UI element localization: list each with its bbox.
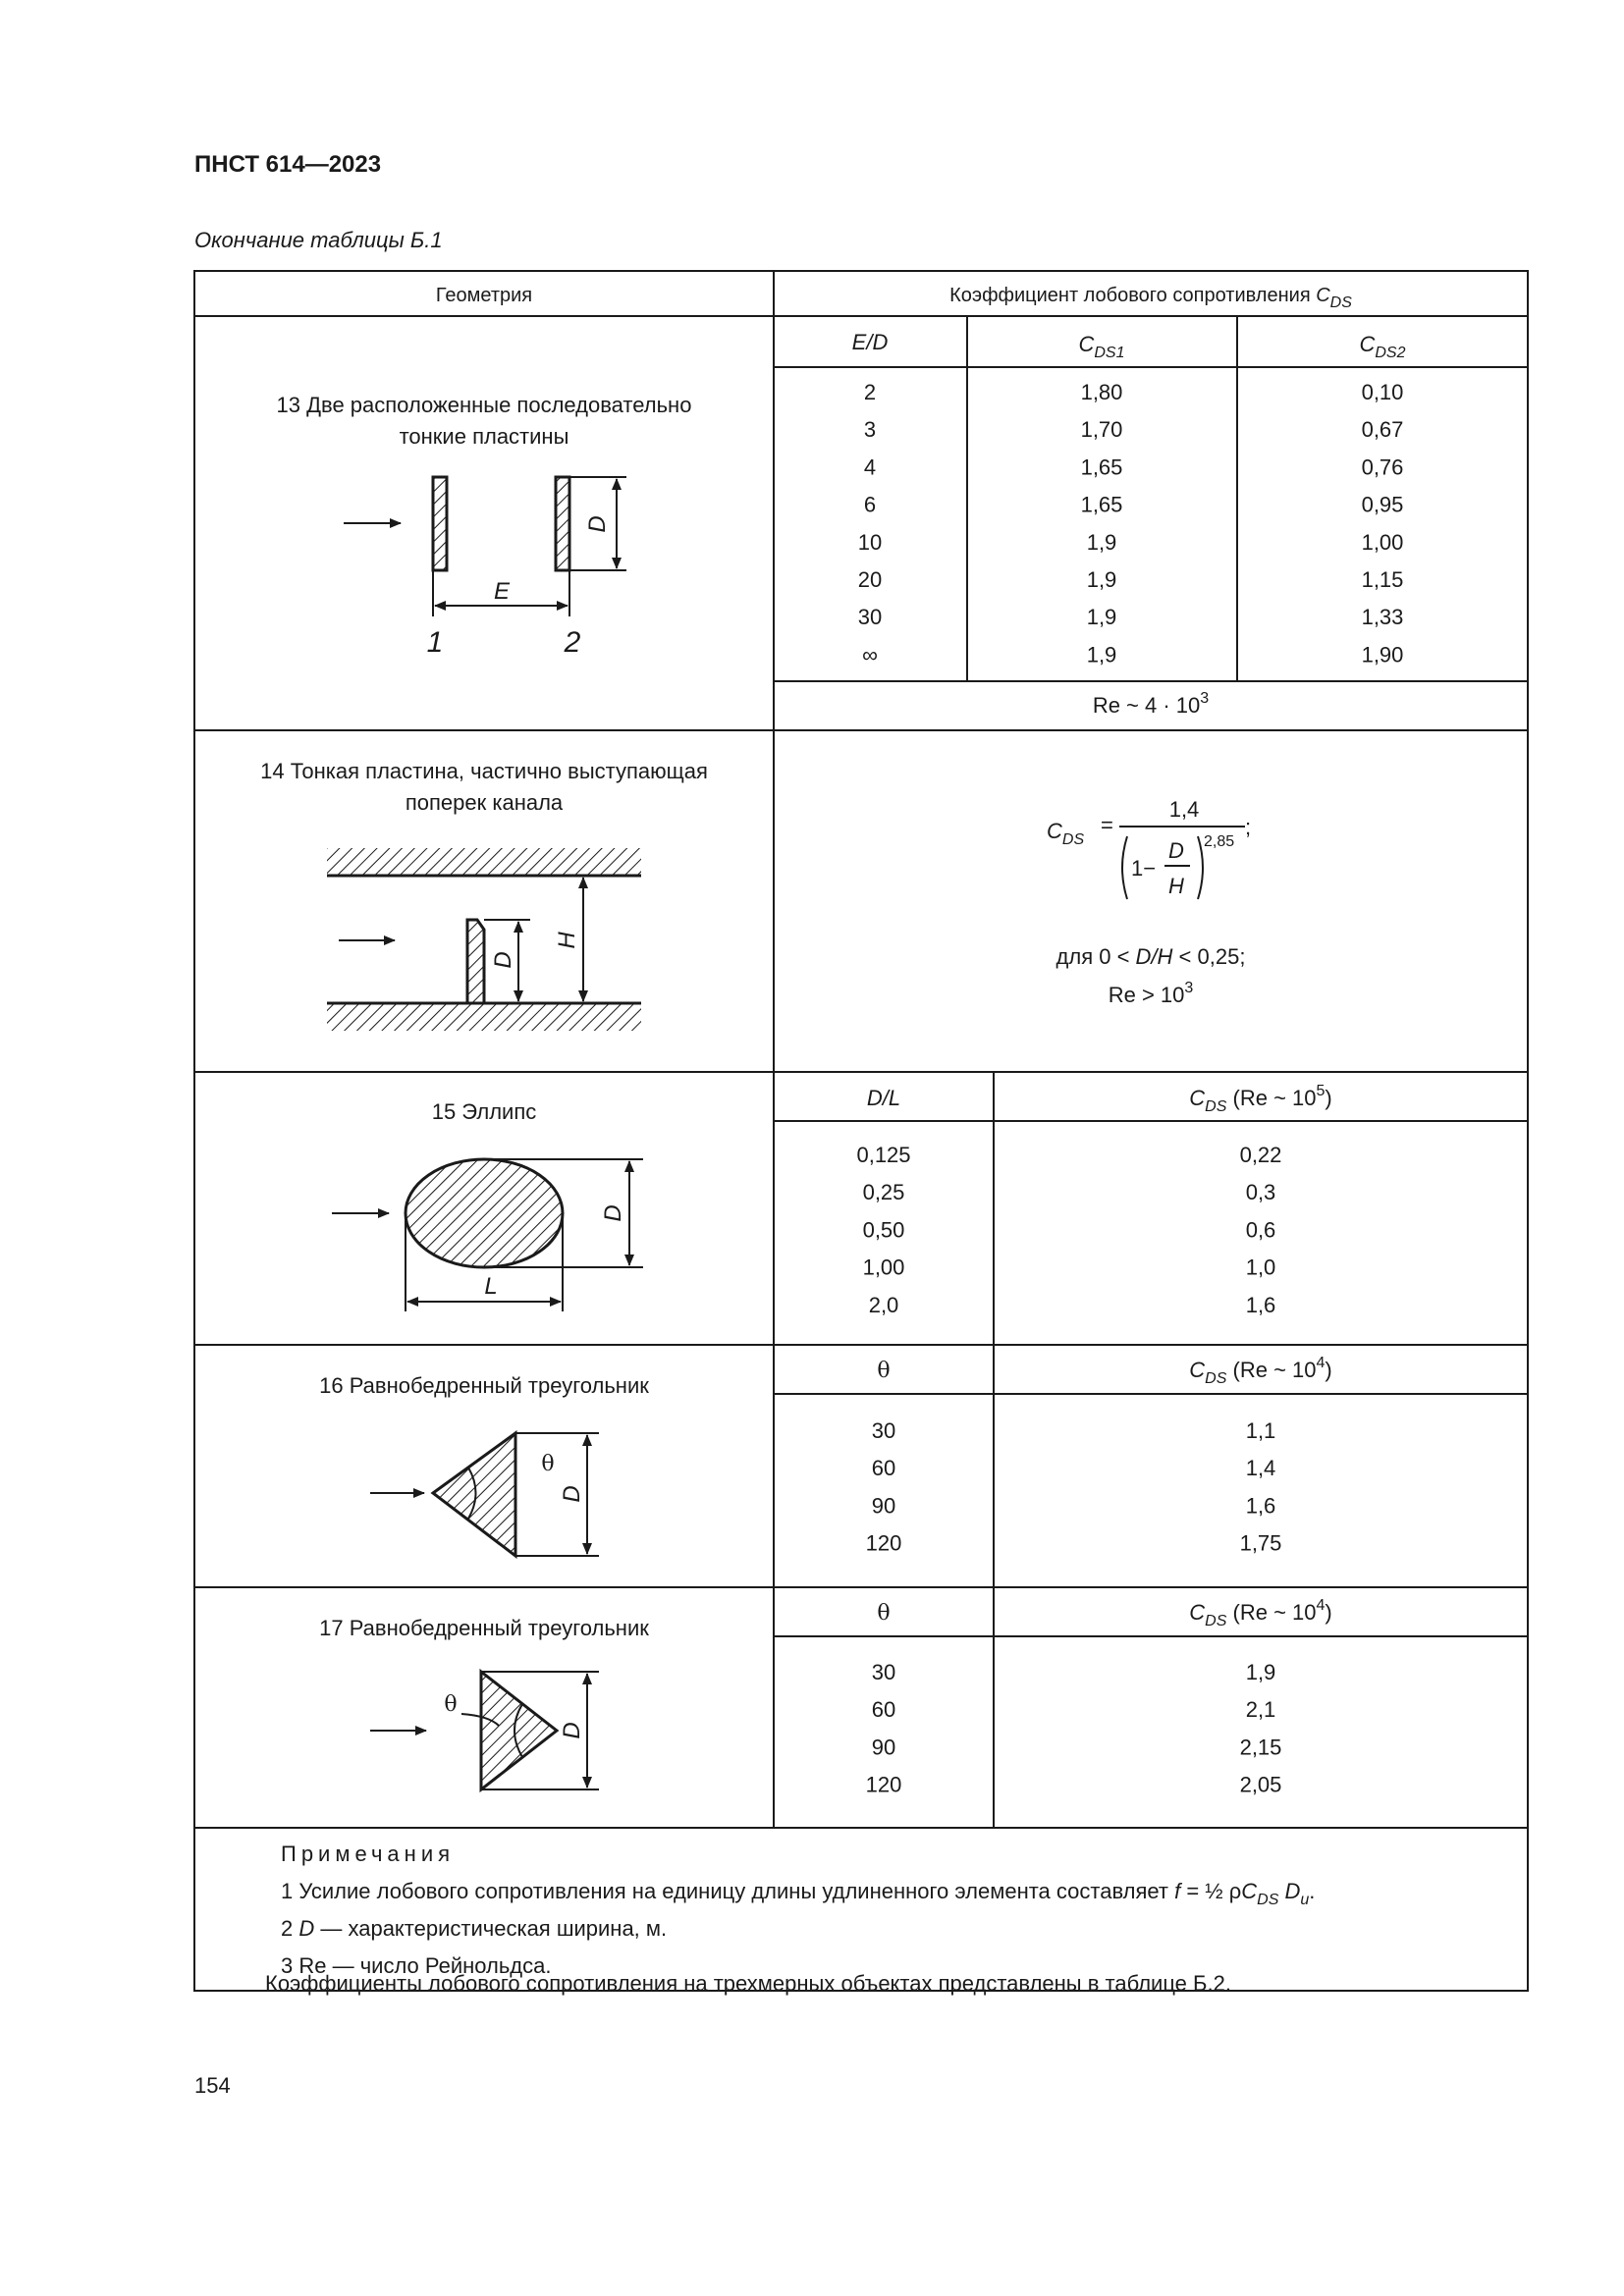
row15-cell-dl: 2,0 (868, 1292, 899, 1317)
label-plate-2: 2 (564, 626, 581, 659)
row16-cell-theta: 30 (871, 1418, 896, 1443)
row13-cell-ed: 30 (857, 605, 883, 630)
row15-title: 15 Эллипс (431, 1099, 537, 1124)
triangle-shape (481, 1672, 557, 1789)
label-theta: θ (541, 1452, 555, 1476)
row13-cell-c2: 0,76 (1361, 454, 1404, 480)
row13-figure (344, 477, 626, 659)
row14-title-line1: 14 Тонкая пластина, частично выступающая (260, 759, 708, 783)
row13-cell-c2: 0,10 (1361, 380, 1404, 404)
row14-condition: для 0 < D/H < 0,25; (1056, 944, 1246, 969)
row16-cell-theta: 120 (865, 1530, 902, 1556)
label-E: E (493, 578, 511, 605)
row13-cell-c1: 1,9 (1086, 642, 1117, 667)
row13-cell-c1: 1,65 (1080, 492, 1123, 517)
svg-text:CDS: $C_{DS}$ (1047, 819, 1085, 848)
row17-cell-c: 2,05 (1239, 1772, 1282, 1797)
row16-figure (370, 1433, 599, 1556)
row13-cell-c1: 1,65 (1080, 454, 1123, 480)
closing-paragraph: Коэффициенты лобового сопротивления на трехмерных объектах представлены в таблице Б.2. (265, 1971, 1231, 1996)
row13-cell-ed: 6 (863, 492, 877, 517)
notes-heading: Примечания (281, 1842, 456, 1866)
col-header-cds-re4: $C_{DS}$ (Re ~ $10^4$) (1189, 1355, 1332, 1387)
row13-values (858, 380, 1404, 667)
row16-cell-c: 1,1 (1245, 1418, 1276, 1443)
row17-cell-theta: 90 (871, 1735, 896, 1760)
row14-title-line2: поперек канала (405, 790, 564, 815)
row16-title: 16 Равнобедренный треугольник (319, 1373, 649, 1398)
svg-text:=: = (1101, 813, 1113, 837)
label-theta: θ (444, 1692, 458, 1717)
svg-text:;: ; (1245, 815, 1252, 839)
label-plate-1: 1 (426, 626, 444, 659)
row13-cell-ed: 3 (863, 417, 877, 443)
note-2: 2 D — характеристическая ширина, м. (281, 1916, 668, 1941)
note-1: 1 Усилие лобового сопротивления на единицу длины удлиненного элемента составляет f = ½ $\rho C_{DS}$ $D_u$. (281, 1879, 1316, 1908)
svg-text:H: H (1168, 874, 1184, 898)
header-geometry: Геометрия (435, 285, 533, 306)
col-header-cds1: $C_{DS1}$ (1078, 332, 1125, 361)
col-header-ed: E/D (851, 330, 889, 354)
label-D: D (584, 515, 611, 533)
label-D: D (559, 1722, 585, 1739)
row15-cell-c: 1,0 (1245, 1255, 1276, 1280)
row13-cell-c2: 1,90 (1361, 642, 1404, 667)
plate-2 (556, 477, 569, 570)
table-caption: Окончание таблицы Б.1 (194, 228, 443, 252)
label-D: D (559, 1485, 585, 1503)
row17-title: 17 Равнобедренный треугольник (319, 1616, 649, 1640)
svg-text:1−: 1− (1131, 856, 1157, 881)
formula-numerator: 1,4 (1168, 797, 1200, 822)
row14-figure (327, 848, 641, 1031)
row13-cell-c1: 1,70 (1080, 417, 1123, 443)
row15-figure (332, 1159, 643, 1311)
svg-text:D: D (1168, 838, 1184, 863)
row17-figure (370, 1672, 599, 1789)
row13-cell-c2: 1,33 (1361, 605, 1404, 630)
row13-title-line2: тонкие пластины (399, 424, 569, 449)
row16-cell-theta: 60 (871, 1456, 896, 1481)
row16-cell-c: 1,6 (1245, 1493, 1276, 1519)
row15-cell-dl: 1,00 (862, 1255, 905, 1280)
col-header-dl: D/L (866, 1086, 901, 1110)
partial-plate (467, 920, 484, 1003)
row16-cell-c: 1,75 (1239, 1530, 1282, 1556)
row15-cell-dl: 0,50 (862, 1217, 905, 1243)
row16-cell-theta: 90 (871, 1493, 896, 1519)
note-3: 3 Re — число Рейнольдса. (281, 1953, 552, 1978)
header-coefficient: Коэффициент лобового сопротивления $C_{DS}$ (949, 285, 1352, 311)
triangle-shape (433, 1433, 515, 1556)
col-header-cds2: $C_{DS2}$ (1359, 332, 1406, 361)
row15-cell-c: 0,3 (1245, 1180, 1276, 1205)
label-L: L (484, 1273, 498, 1300)
row15-cell-dl: 0,125 (856, 1143, 911, 1167)
label-D: D (600, 1204, 626, 1222)
row15-values (856, 1143, 1281, 1317)
row15-cell-c: 1,6 (1245, 1292, 1276, 1317)
col-header-cds-re5: $C_{DS}$ (Re ~ $10^5$) (1189, 1083, 1332, 1115)
row17-cell-c: 2,1 (1245, 1697, 1276, 1723)
row16-cell-c: 1,4 (1245, 1456, 1276, 1481)
row17-values (866, 1660, 1282, 1797)
row15-cell-c: 0,22 (1239, 1143, 1282, 1167)
col-header-cds-re4: $C_{DS}$ (Re ~ $10^4$) (1189, 1597, 1332, 1629)
label-H: H (554, 932, 580, 949)
plate-1 (433, 477, 447, 570)
row13-cell-ed: 20 (857, 567, 883, 592)
row13-cell-c1: 1,9 (1086, 529, 1117, 555)
row17-cell-theta: 120 (865, 1772, 902, 1797)
row13-re-note: Re ~ $4 \cdot 10^3$ (1092, 690, 1210, 718)
row14-formula (1047, 797, 1251, 1007)
svg-text:2,85: 2,85 (1204, 833, 1235, 850)
row13-cell-ed: ∞ (862, 642, 878, 667)
row13-cell-c2: 1,00 (1361, 529, 1404, 555)
row13-cell-c1: 1,9 (1086, 567, 1117, 592)
row17-cell-theta: 30 (871, 1660, 896, 1684)
row13-cell-ed: 4 (863, 454, 877, 480)
row13-cell-ed: 10 (857, 529, 883, 555)
row13-cell-c1: 1,80 (1080, 380, 1123, 404)
row17-cell-theta: 60 (871, 1697, 896, 1723)
row13-cell-c2: 1,15 (1361, 567, 1404, 592)
row15-cell-c: 0,6 (1245, 1217, 1276, 1243)
col-header-theta: θ (877, 1601, 891, 1626)
row13-cell-c1: 1,9 (1086, 605, 1117, 630)
row14-re: $Re > 10^3$ (1108, 980, 1194, 1007)
row13-cell-c2: 0,67 (1361, 417, 1404, 443)
col-header-theta: θ (877, 1359, 891, 1383)
row13-cell-c2: 0,95 (1361, 492, 1404, 517)
row16-values (866, 1418, 1282, 1556)
document-id: ПНСТ 614—2023 (194, 151, 382, 178)
table-grid (194, 271, 1528, 1991)
row13-cell-ed: 2 (863, 380, 877, 404)
row17-cell-c: 1,9 (1245, 1660, 1276, 1684)
page-number: 154 (194, 2073, 231, 2098)
row17-cell-c: 2,15 (1239, 1735, 1282, 1760)
label-D: D (490, 951, 516, 969)
ellipse-shape (406, 1159, 563, 1267)
row15-cell-dl: 0,25 (862, 1180, 905, 1205)
row13-title-line1: 13 Две расположенные последовательно (276, 393, 692, 417)
